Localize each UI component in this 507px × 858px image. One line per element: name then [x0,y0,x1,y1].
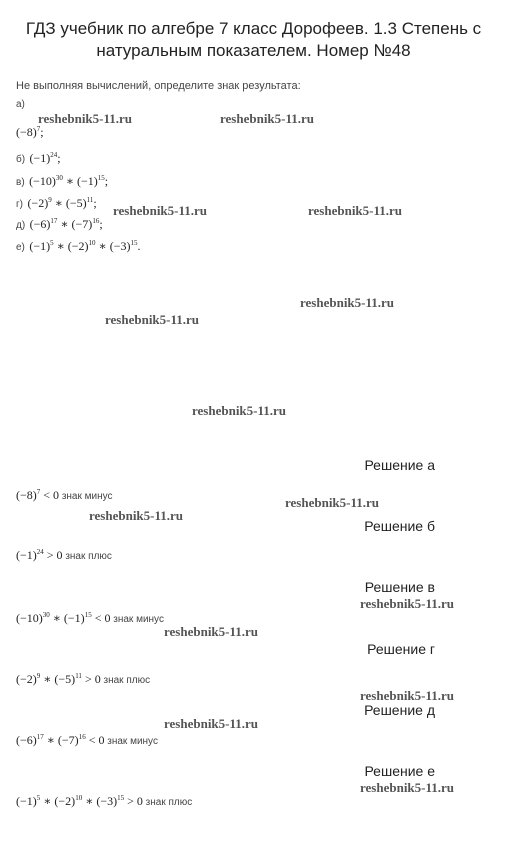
solution-a: $(-8)^7 < 0$ знак минус [16,488,113,502]
watermark: reshebnik5-11.ru [38,111,133,126]
watermark: reshebnik5-11.ru [164,716,259,731]
task-e: е) $(-1)^5$ ∗ $(-2)^{10}$ ∗ $(-3)^{15}$. [16,239,141,253]
solution-a-heading: Решение а [364,457,435,473]
watermark: reshebnik5-11.ru [360,780,455,795]
solution-v: $(-10)^{30}$ ∗ $(-1)^{15} < 0$ знак минус [16,611,164,625]
page-title-line2: натуральным показателем. Номер №48 [96,41,411,60]
solution-b: $(-1)^{24} > 0$ знак плюс [16,548,112,562]
solution-v-heading: Решение в [364,579,435,595]
solution-g: $(-2)^9$ ∗ $(-5)^{11} > 0$ знак плюс [16,672,151,686]
task-instruction: Не выполняя вычислений, определите знак результата: [16,80,301,92]
watermark: reshebnik5-11.ru [192,403,287,418]
task-a-label: а) [16,99,25,110]
solution-e: $(-1)^5$ ∗ $(-2)^{10}$ ∗ $(-3)^{15} > 0$ знак плюс [16,794,193,808]
watermark: reshebnik5-11.ru [360,688,455,703]
page-title [10,18,497,62]
watermark: reshebnik5-11.ru [308,203,403,218]
watermark: reshebnik5-11.ru [285,495,380,510]
watermark: reshebnik5-11.ru [360,596,455,611]
solution-d-heading: Решение д [364,702,435,718]
watermark: reshebnik5-11.ru [89,508,184,523]
task-d: д) $(-6)^{17}$ ∗ $(-7)^{16}$; [16,217,103,231]
watermark: reshebnik5-11.ru [105,312,200,327]
watermark: reshebnik5-11.ru [164,624,259,639]
task-g: г) $(-2)^9$ ∗ $(-5)^{11}$; [16,196,97,210]
page-title-line1: ГДЗ учебник по алгебре 7 класс Дорофеев. 1.3 Степень с [25,19,482,38]
solution-e-heading: Решение е [364,763,435,779]
solution-g-heading: Решение г [367,641,435,657]
watermark: reshebnik5-11.ru [220,111,315,126]
task-a: $(-8)^7$; [16,125,44,139]
watermark: reshebnik5-11.ru [300,295,395,310]
task-v: в) $(-10)^{30}$ ∗ $(-1)^{15}$; [16,174,109,188]
solution-d: $(-6)^{17}$ ∗ $(-7)^{16} < 0$ знак минус [16,733,158,747]
solution-b-heading: Решение б [364,518,435,534]
watermark: reshebnik5-11.ru [113,203,208,218]
task-b: б) $(-1)^{24}$; [16,151,61,165]
